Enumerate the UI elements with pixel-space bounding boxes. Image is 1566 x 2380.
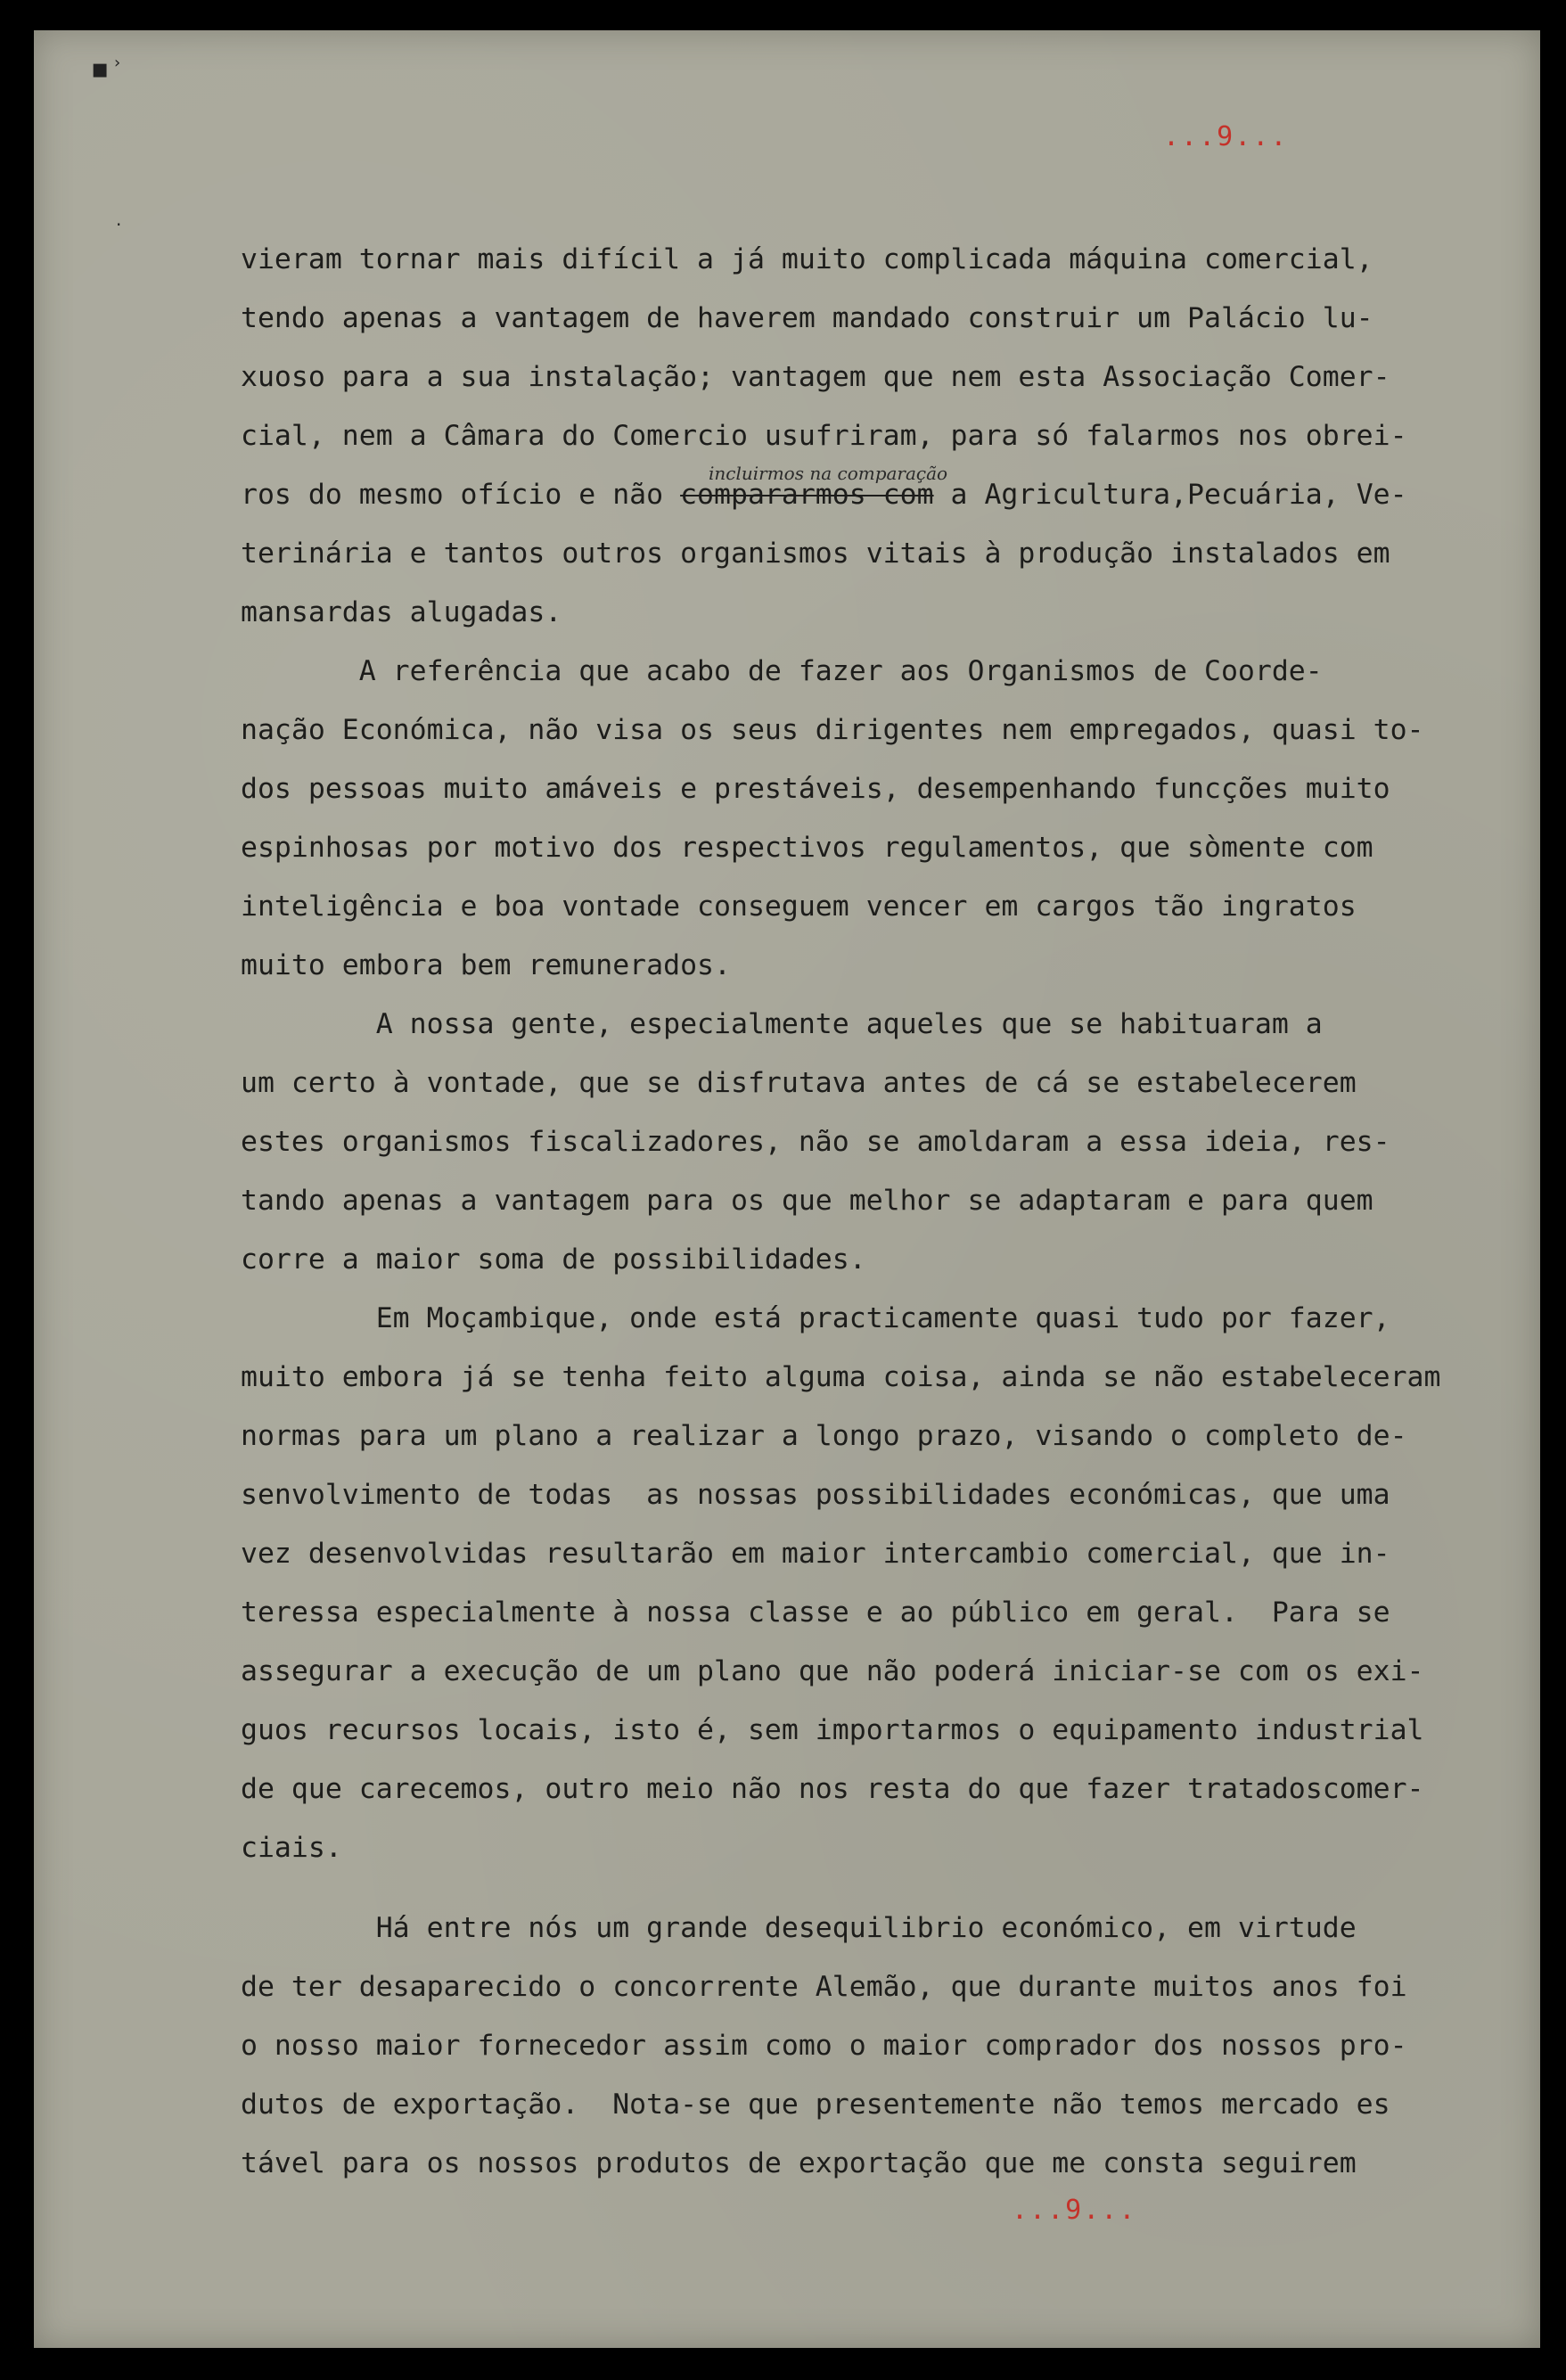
text-segment: ros do mesmo ofício e não (241, 479, 681, 511)
text-line: mansardas alugadas. (241, 596, 562, 628)
handwritten-insertion: incluirmos na comparação (709, 463, 948, 484)
text-line: normas para um plano a realizar a longo prazo, visando o completo de- (241, 1420, 1407, 1452)
text-line: A referência que acabo de fazer aos Organismos de Coorde- (241, 655, 1323, 687)
text-line: inteligência e boa vontade conseguem vencer em cargos tão ingratos (241, 890, 1357, 923)
text-line: senvolvimento de todas as nossas possibilidades económicas, que uma (241, 1479, 1390, 1511)
text-line: assegurar a execução de um plano que não poderá iniciar-se com os exi- (241, 1655, 1424, 1687)
margin-mark-dash: ▪ (91, 53, 110, 85)
text-line: muito embora já se tenha feito alguma coisa, ainda se não estabeleceram (241, 1361, 1441, 1393)
text-line: A nossa gente, especialmente aqueles que se habituaram a (241, 1008, 1323, 1040)
text-line: tável para os nossos produtos de exportação que me consta seguirem (241, 2147, 1357, 2179)
text-line: cial, nem a Câmara do Comercio usufriram, para só falarmos nos obrei- (241, 420, 1407, 452)
text-line: teressa especialmente à nossa classe e ao público em geral. Para se (241, 1596, 1390, 1629)
text-line: xuoso para a sua instalação; vantagem que nem esta Associação Comer- (241, 361, 1390, 393)
text-line: vieram tornar mais difícil a já muito complicada máquina comercial, (241, 243, 1373, 275)
text-line: estes organismos fiscalizadores, não se amoldaram a essa ideia, res- (241, 1126, 1390, 1158)
page-number-bottom: ...9... (1012, 2195, 1137, 2226)
text-line: nação Económica, não visa os seus dirigentes nem empregados, quasi to- (241, 714, 1424, 746)
page-number-top: ...9... (1163, 121, 1289, 152)
struck-text: compararmos com (680, 479, 934, 511)
margin-mark-dot: · (116, 214, 122, 235)
text-line: de ter desaparecido o concorrente Alemão, que durante muitos anos foi (241, 1971, 1407, 2003)
margin-mark-arrow: › (114, 53, 121, 72)
text-line: espinhosas por motivo dos respectivos regulamentos, que sòmente com (241, 832, 1373, 864)
text-line: um certo à vontade, que se disfrutava antes de cá se estabelecerem (241, 1067, 1357, 1099)
text-line: muito embora bem remunerados. (241, 949, 731, 981)
text-line: tendo apenas a vantagem de haverem mandado construir um Palácio lu- (241, 302, 1373, 334)
text-line: dutos de exportação. Nota-se que presentemente não temos mercado es (241, 2089, 1390, 2121)
text-line: Há entre nós um grande desequilibrio económico, em virtude (241, 1912, 1357, 1944)
text-line: Em Moçambique, onde está practicamente quasi tudo por fazer, (241, 1302, 1390, 1334)
text-line: terinária e tantos outros organismos vitais à produção instalados em (241, 538, 1390, 570)
text-line: de que carecemos, outro meio não nos resta do que fazer tratadoscomer- (241, 1773, 1424, 1805)
text-segment: a Agricultura,Pecuária, Ve- (933, 479, 1407, 511)
text-line: ciais. (241, 1832, 342, 1864)
text-line-with-correction (241, 463, 1407, 515)
text-line: o nosso maior fornecedor assim como o maior comprador dos nossos pro- (241, 2030, 1407, 2062)
text-line: tando apenas a vantagem para os que melhor se adaptaram e para quem (241, 1185, 1373, 1217)
text-line: guos recursos locais, isto é, sem importarmos o equipamento industrial (241, 1714, 1424, 1746)
text-line: dos pessoas muito amáveis e prestáveis, desempenhando funcções muito (241, 773, 1390, 805)
text-line: vez desenvolvidas resultarão em maior intercambio comercial, que in- (241, 1538, 1390, 1570)
text-line: corre a maior soma de possibilidades. (241, 1243, 866, 1276)
